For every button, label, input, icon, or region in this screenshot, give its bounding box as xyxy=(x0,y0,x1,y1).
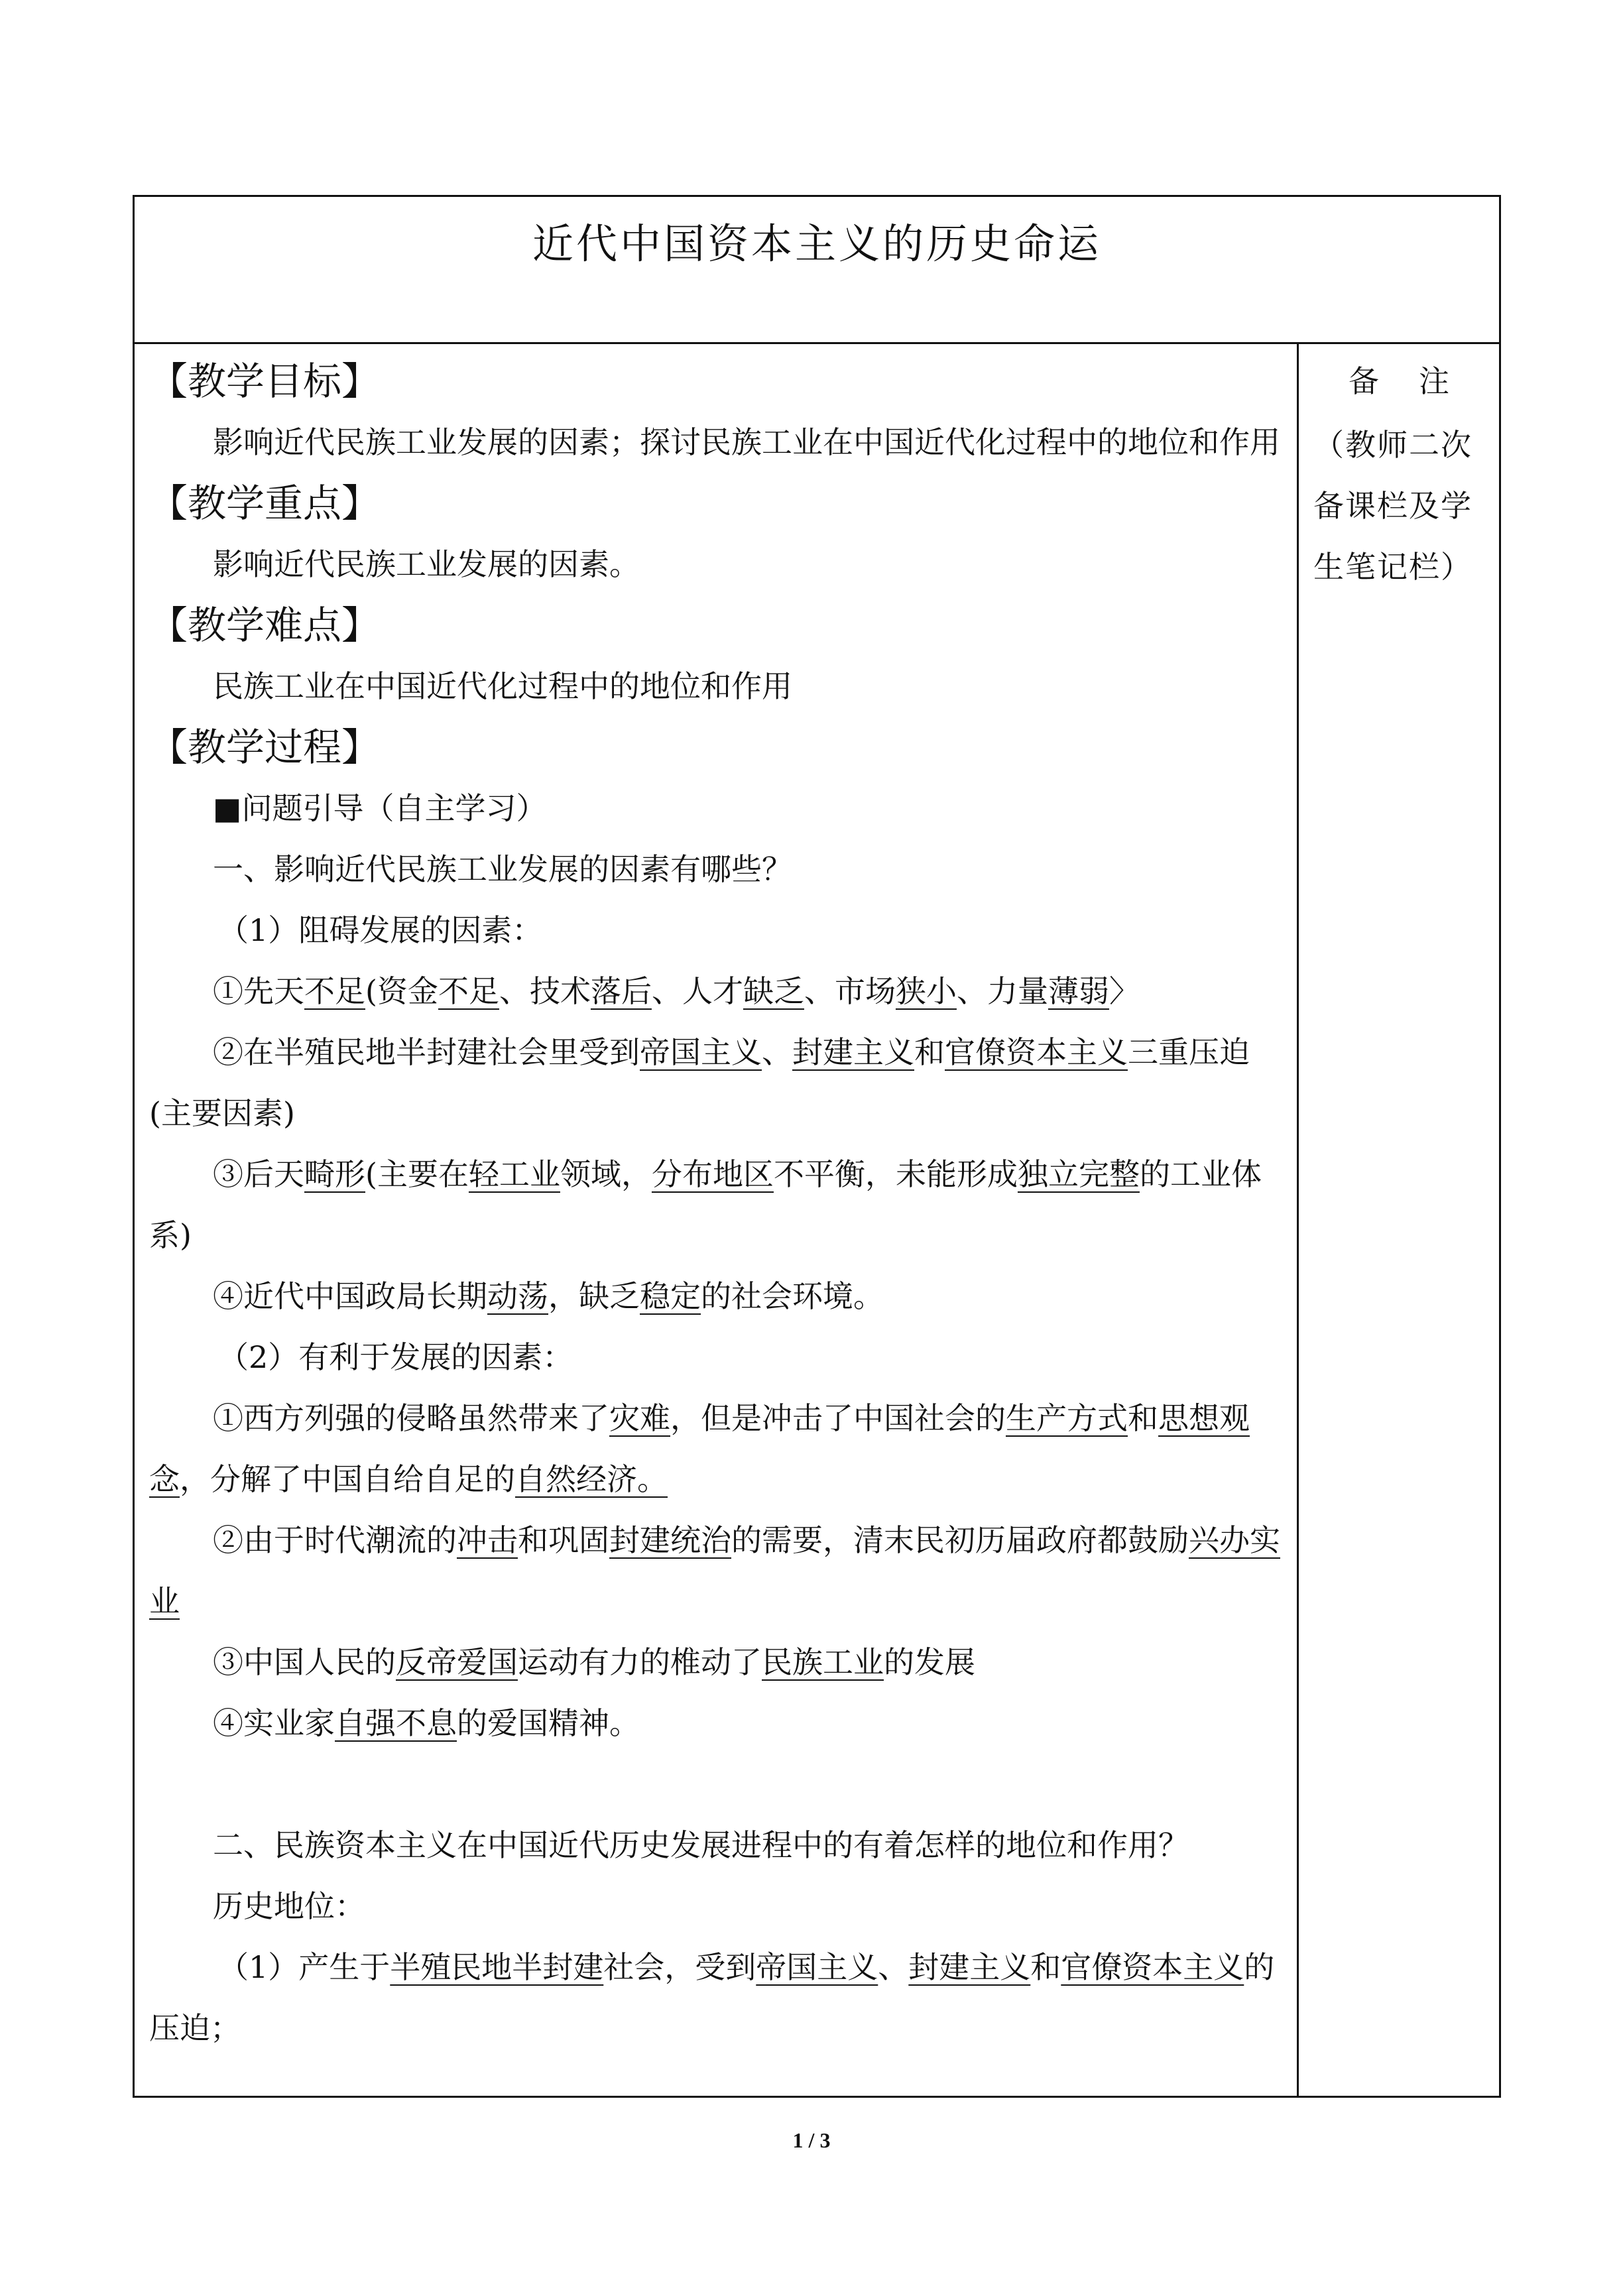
underlined-term: 自然经济。 xyxy=(515,1461,668,1497)
section-process: 【教学过程】 xyxy=(149,725,381,770)
underlined-term: 帝国主义 xyxy=(640,1034,762,1070)
underlined-term: 冲击 xyxy=(457,1522,518,1558)
spacer xyxy=(149,1754,1284,1815)
historical-status-heading: 历史地位： xyxy=(213,1888,365,1924)
underlined-term: 畸形 xyxy=(304,1156,365,1192)
text: 的社会环境。 xyxy=(701,1278,884,1314)
hinder-factor-3 xyxy=(149,1144,1284,1266)
underlined-term: 兴办实业 xyxy=(149,1522,1280,1619)
underlined-term: 半殖民地半封建 xyxy=(390,1949,604,1985)
lesson-table xyxy=(133,195,1501,2098)
hinder-factor-2 xyxy=(149,1022,1284,1144)
underlined-term: 轻工业 xyxy=(468,1156,560,1192)
guide-heading: ■问题引导（自主学习） xyxy=(213,790,547,826)
text: ②在半殖民地半封建社会里受到 xyxy=(213,1034,640,1070)
text: 社会，受到 xyxy=(603,1949,756,1985)
section-difficulty: 【教学难点】 xyxy=(149,603,381,648)
notes-description: （教师二次备课栏及学生笔记栏） xyxy=(1313,427,1473,585)
text: 三重压迫(主要因素) xyxy=(149,1034,1250,1131)
question-2: 二、民族资本主义在中国近代历史发展进程中的有着怎样的地位和作用？ xyxy=(213,1827,1189,1863)
favor-factor-3 xyxy=(149,1632,1284,1693)
underlined-term: 稳定 xyxy=(640,1278,701,1314)
section-objective: 【教学目标】 xyxy=(149,359,381,404)
underlined-term: 官僚资本主义 xyxy=(1061,1949,1244,1985)
page-title: 近代中国资本主义的历史命运 xyxy=(532,219,1101,268)
hinder-factor-4 xyxy=(149,1266,1284,1327)
text: ①西方列强的侵略虽然带来了 xyxy=(213,1400,609,1436)
hinder-factor-1 xyxy=(149,961,1284,1022)
section-key-point: 【教学重点】 xyxy=(149,481,381,526)
favor-factor-4 xyxy=(149,1693,1284,1754)
text: ，分解了中国自给自足的 xyxy=(180,1461,515,1497)
question-1: 一、影响近代民族工业发展的因素有哪些？ xyxy=(213,851,792,887)
favor-factor-2 xyxy=(149,1510,1284,1632)
status-item-1 xyxy=(149,1937,1284,2059)
underlined-term: 狭小 xyxy=(895,973,957,1009)
underlined-term: 薄弱 xyxy=(1048,973,1109,1009)
objective-text: 影响近代民族工业发展的因素；探讨民族工业在中国近代化过程中的地位和作用 xyxy=(213,424,1280,460)
text: 和 xyxy=(1128,1400,1158,1436)
text: 和 xyxy=(1030,1949,1061,1985)
underlined-term: 生产方式 xyxy=(1006,1400,1128,1436)
underlined-term: 独立完整 xyxy=(1017,1156,1140,1192)
text: （1）产生于 xyxy=(218,1949,391,1985)
text: 的工业体系) xyxy=(149,1156,1262,1253)
underlined-term: 封建统治 xyxy=(609,1522,731,1558)
underlined-term: 封建主义 xyxy=(908,1949,1031,1985)
text: (主要在 xyxy=(365,1156,469,1192)
text: ③中国人民的 xyxy=(213,1644,396,1680)
text: 和 xyxy=(914,1034,945,1070)
text: ，但是冲击了中国社会的 xyxy=(670,1400,1006,1436)
page-number: 1 / 3 xyxy=(792,2128,831,2152)
text: 运动有力的椎动了 xyxy=(518,1644,762,1680)
text: 的压迫； xyxy=(149,1949,1275,2046)
text: ④近代中国政局长期 xyxy=(213,1278,487,1314)
text: ①先天 xyxy=(213,973,304,1009)
difficulty-text: 民族工业在中国近代化过程中的地位和作用 xyxy=(213,668,792,704)
text: 、人才 xyxy=(651,973,743,1009)
key-point-text: 影响近代民族工业发展的因素。 xyxy=(213,546,640,582)
question-1-sub-2: （2）有利于发展的因素： xyxy=(218,1339,573,1375)
underlined-term: 落后 xyxy=(590,973,652,1009)
underlined-term: 帝国主义 xyxy=(756,1949,878,1985)
text: 、市场 xyxy=(804,973,896,1009)
favor-factor-1 xyxy=(149,1388,1284,1510)
text: (资金 xyxy=(365,973,438,1009)
text: 、 xyxy=(878,1949,909,1985)
question-1-sub-1: （1）阻碍发展的因素： xyxy=(218,912,543,948)
text: 的发展 xyxy=(884,1644,975,1680)
title-row xyxy=(135,197,1499,344)
notes-header: 备注 xyxy=(1349,363,1489,399)
text: 〉 xyxy=(1109,973,1140,1009)
text: 、力量 xyxy=(956,973,1048,1009)
notes-column xyxy=(1299,344,1499,2096)
text: ②由于时代潮流的 xyxy=(213,1522,457,1558)
underlined-term: 自强不息 xyxy=(335,1705,457,1741)
underlined-term: 灾难 xyxy=(609,1400,670,1436)
text: ，缺乏 xyxy=(548,1278,640,1314)
text: ④实业家 xyxy=(213,1705,335,1741)
underlined-term: 官僚资本主义 xyxy=(945,1034,1128,1070)
underlined-term: 缺乏 xyxy=(743,973,804,1009)
text: 的爱国精神。 xyxy=(457,1705,640,1741)
text: 、 xyxy=(762,1034,792,1070)
lesson-content xyxy=(149,351,1284,2059)
underlined-term: 不足 xyxy=(438,973,499,1009)
text: 的需要，清末民初历届政府都鼓励 xyxy=(731,1522,1189,1558)
underlined-term: 分布地区 xyxy=(651,1156,774,1192)
underlined-term: 思想观念 xyxy=(149,1400,1250,1497)
text: 、技术 xyxy=(499,973,591,1009)
text: 不平衡，未能形成 xyxy=(773,1156,1018,1192)
underlined-term: 民族工业 xyxy=(762,1644,884,1680)
underlined-term: 反帝爱国 xyxy=(396,1644,518,1680)
main-column xyxy=(135,344,1299,2096)
text: 和巩固 xyxy=(518,1522,609,1558)
text: ③后天 xyxy=(213,1156,304,1192)
underlined-term: 封建主义 xyxy=(792,1034,914,1070)
underlined-term: 不足 xyxy=(304,973,365,1009)
text: 领域， xyxy=(560,1156,652,1192)
underlined-term: 动荡 xyxy=(487,1278,548,1314)
